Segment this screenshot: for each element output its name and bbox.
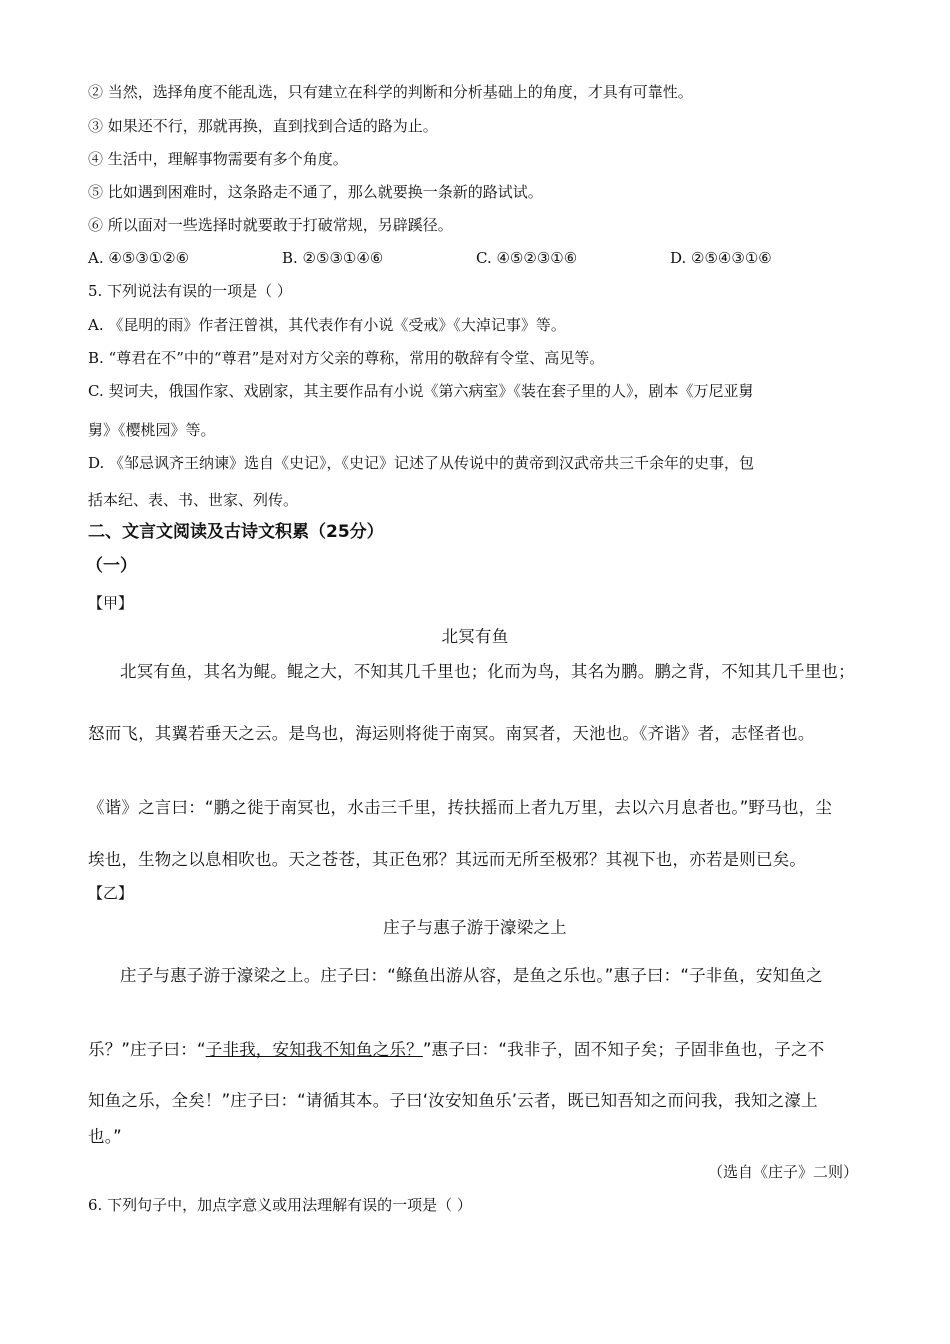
- q4-option-b[interactable]: B. ②⑤③①④⑥: [282, 249, 384, 267]
- passage-yi-line-3: 知鱼之乐，全矣！”庄子曰：“请循其本。子曰‘汝安知鱼乐’云者，既已知吾知之而问我，我知之濠上: [88, 1091, 818, 1110]
- section-2-title: 二、文言文阅读及古诗文积累（25分）: [88, 522, 384, 542]
- q4-item-4: ④ 生活中，理解事物需要有多个角度。: [88, 150, 348, 168]
- q5-option-d-line2: 括本纪、表、书、世家、列传。: [88, 491, 299, 509]
- passage-source: （选自《庄子》二则）: [707, 1163, 858, 1181]
- q5-option-c-line1[interactable]: C. 契诃夫，俄国作家、戏剧家，其主要作品有小说《第六病室》《装在套子里的人》，剧本《万尼亚舅: [88, 382, 754, 400]
- passage-jia-line-3: 《谐》之言曰：“鹏之徙于南冥也，水击三千里，抟扶摇而上者九万里，去以六月息者也。”野马也，尘: [88, 798, 833, 817]
- passage-yi-underlined-sentence: 子非我，安知我不知鱼之乐？: [205, 1040, 423, 1059]
- q5-option-c-line2: 舅》《樱桃园》等。: [88, 421, 216, 439]
- passage-jia-title: 北冥有鱼: [441, 627, 509, 646]
- q4-item-3: ③ 如果还不行，那就再换，直到找到合适的路为止。: [88, 117, 438, 135]
- section-2-sub: （一）: [86, 556, 137, 576]
- passage-yi-title: 庄子与惠子游于濠梁之上: [383, 918, 567, 937]
- q4-options: [88, 248, 868, 268]
- q5-option-a[interactable]: A. 《昆明的雨》作者汪曾祺，其代表作有小说《受戒》《大淖记事》等。: [88, 316, 566, 334]
- passage-jia-label: 【甲】: [88, 594, 134, 612]
- passage-jia-line-2: 怒而飞，其翼若垂天之云。是鸟也，海运则将徙于南冥。南冥者，天池也。《齐谐》者，志怪者也。: [88, 724, 815, 743]
- q5-option-b[interactable]: B. “尊君在不”中的“尊君”是对对方父亲的尊称，常用的敬辞有令堂、高见等。: [88, 349, 605, 367]
- passage-yi-line-2-pre: 乐？”庄子曰：“: [88, 1040, 206, 1059]
- passage-jia-line-1: 北冥有鱼，其名为鲲。鲲之大，不知其几千里也；化而为鸟，其名为鹏。鹏之背，不知其几千里也；: [120, 662, 855, 681]
- q4-option-c[interactable]: C. ④⑤②③①⑥: [476, 249, 578, 267]
- passage-yi-line-1: 庄子与惠子游于濠梁之上。庄子曰：“鲦鱼出游从容，是鱼之乐也。”惠子曰：“子非鱼，安知鱼之: [120, 966, 823, 985]
- passage-yi-line-4: 也。”: [88, 1127, 122, 1146]
- q6-question: 6. 下列句子中，加点字意义或用法理解有误的一项是（ ）: [88, 1196, 472, 1214]
- q4-option-a[interactable]: A. ④⑤③①②⑥: [88, 249, 190, 267]
- q4-item-6: ⑥ 所以面对一些选择时就要敢于打破常规，另辟蹊径。: [88, 216, 453, 234]
- q5-question: 5. 下列说法有误的一项是（ ）: [88, 282, 292, 300]
- q5-option-d-line1[interactable]: D. 《邹忌讽齐王纳谏》选自《史记》，《史记》记述了从传说中的黄帝到汉武帝共三千余年的史事，包: [88, 454, 755, 472]
- q4-item-5: ⑤ 比如遇到困难时，这条路走不通了，那么就要换一条新的路试试。: [88, 183, 543, 201]
- passage-jia-line-4: 埃也，生物之以息相吹也。天之苍苍，其正色邪？其远而无所至极邪？其视下也，亦若是则已矣。: [88, 850, 807, 869]
- passage-yi-line-2: [88, 1039, 868, 1061]
- passage-yi-label: 【乙】: [88, 884, 134, 902]
- passage-yi-line-2-post: ”惠子曰：“我非子，固不知子矣；子固非鱼也，子之不: [422, 1040, 825, 1059]
- q4-option-d[interactable]: D. ②⑤④③①⑥: [670, 249, 772, 267]
- q4-item-2: ② 当然，选择角度不能乱选，只有建立在科学的判断和分析基础上的角度，才具有可靠性。: [88, 83, 693, 101]
